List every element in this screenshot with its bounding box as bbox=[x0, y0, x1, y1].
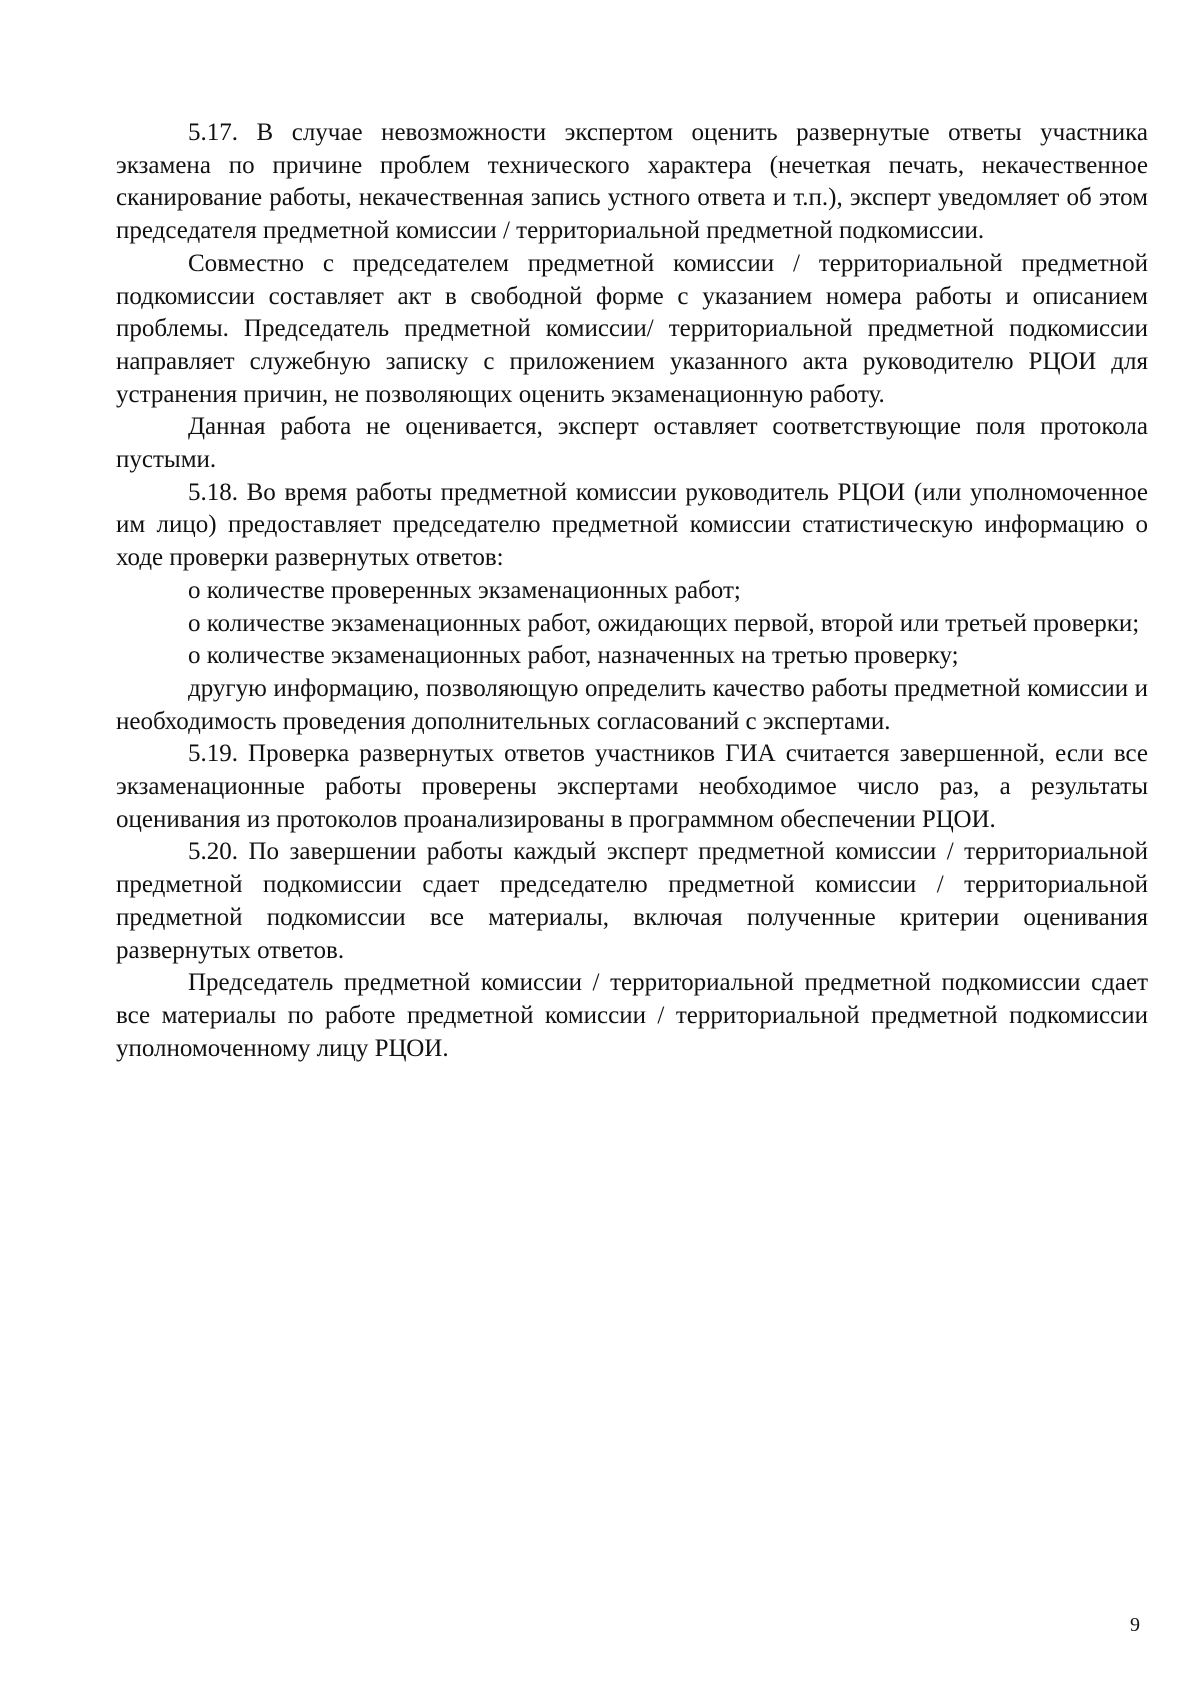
paragraph-5-17: 5.17. В случае невозможности экспертом оценить развернутые ответы участника экзамена по причине проблем технического характера (нечеткая печать, некачественное сканирование работы, некачественная запись устного ответа и т.п.), эксперт уведомляет об этом председателя предметной комиссии / территориальной предметной подкомиссии. bbox=[116, 119, 1148, 245]
paragraph-5-18: 5.18. Во время работы предметной комиссии руководитель РЦОИ (или уполномоченное им лицо) предоставляет председателю предметной комиссии статистическую информацию о ходе проверки развернутых ответов: bbox=[116, 478, 1148, 572]
paragraph-joint-act: Совместно с председателем предметной комиссии / территориальной предметной подкомиссии составляет акт в свободной форме с указанием номера работы и описанием проблемы. Председатель предметной комиссии/ территориальной предметной подкомиссии направляет служебную записку с приложением указанного акта руководителю РЦОИ для устранения причин, не позволяющих оценить экзаменационную работу. bbox=[116, 249, 1148, 408]
list-item-third-check: о количестве экзаменационных работ, назначенных на третью проверку; bbox=[188, 642, 959, 670]
document-body bbox=[116, 117, 1148, 1065]
page-number: 9 bbox=[1130, 1614, 1140, 1636]
paragraph-5-20: 5.20. По завершении работы каждый эксперт предметной комиссии / территориальной предметной подкомиссии сдает председателю предметной комиссии / территориальной предметной подкомиссии все материалы, включая полученные критерии оценивания развернутых ответов. bbox=[116, 838, 1148, 964]
list-item-checked-works: о количестве проверенных экзаменационных работ; bbox=[188, 576, 741, 604]
paragraph-5-19: 5.19. Проверка развернутых ответов участников ГИА считается завершенной, если все экзаменационные работы проверены экспертами необходимое число раз, а результаты оценивания из протоколов проанализированы в программном обеспечении РЦОИ. bbox=[116, 740, 1148, 833]
paragraph-chairman-handover: Председатель предметной комиссии / территориальной предметной подкомиссии сдает все материалы по работе предметной комиссии / территориальной предметной подкомиссии уполномоченному лицу РЦОИ. bbox=[116, 969, 1148, 1062]
list-item-pending-works: о количестве экзаменационных работ, ожидающих первой, второй или третьей проверки; bbox=[188, 609, 1140, 637]
paragraph-not-evaluated: Данная работа не оценивается, эксперт оставляет соответствующие поля протокола пустыми. bbox=[116, 413, 1148, 474]
list-item-other-info: другую информацию, позволяющую определить качество работы предметной комиссии и необходимость проведения дополнительных согласований с экспертами. bbox=[116, 674, 1148, 735]
